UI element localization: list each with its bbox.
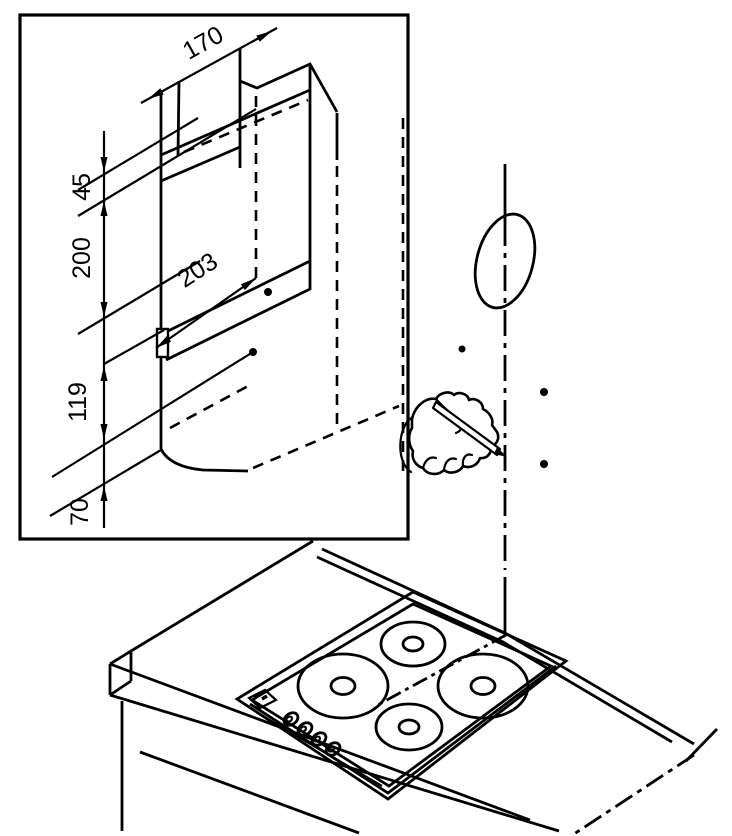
counter-centerline-continuation [571, 755, 694, 836]
burner-left-large [298, 654, 388, 718]
dimension-label-119: 119 [64, 382, 92, 422]
counter-back-left-edge [131, 541, 313, 651]
dim-extension-left [178, 81, 179, 156]
bracket-screw-hole [264, 288, 272, 296]
dimension-label-200: 200 [68, 237, 96, 279]
wall-plug-dot [540, 460, 548, 468]
burner-rear-center [381, 622, 445, 666]
cabinet-bottom-edge [140, 752, 359, 833]
cooktop [237, 592, 566, 799]
inset-detail [20, 15, 408, 539]
hood-centerline [466, 164, 545, 633]
countertop [110, 541, 717, 836]
counter-left-end-face [110, 651, 131, 695]
wall-plug-dot [459, 346, 466, 353]
dimension-label-170: 170 [178, 20, 229, 66]
marking-hand [400, 392, 507, 473]
dimension-label-45: 45 [68, 173, 96, 201]
wall-plug-dot [540, 388, 548, 396]
control-strip-edge [256, 712, 382, 786]
burner-front-center [376, 704, 442, 750]
fist [409, 392, 498, 473]
dimension-label-203: 203 [172, 247, 223, 294]
dimension-label-70: 70 [66, 498, 94, 526]
counter-back-right-edge-inner [317, 557, 672, 742]
